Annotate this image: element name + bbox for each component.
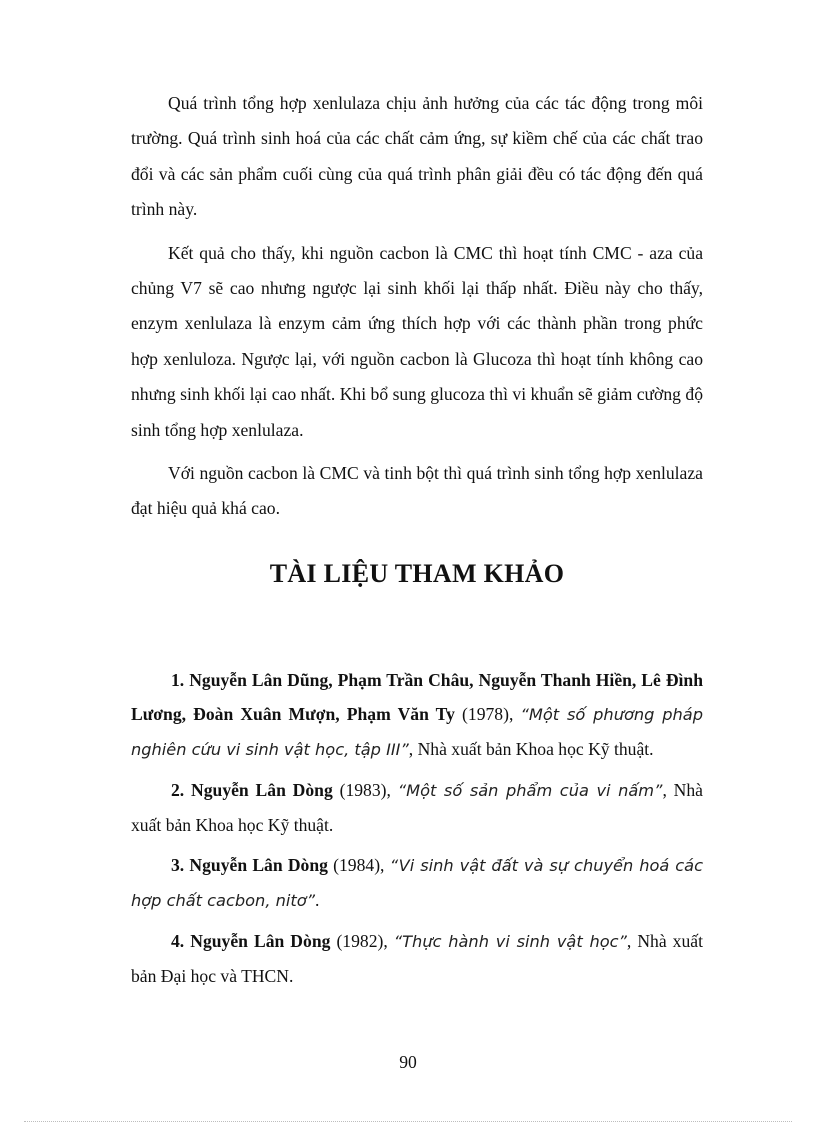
body-paragraph-1: Quá trình tổng hợp xenlulaza chịu ảnh hưởng của các tác động trong môi trường. Quá trình sinh hoá của các chất cảm ứng, sự kiềm chế của các chất trao đổi và các sản phẩm cuối cùng của quá trình phân giải đều có tác động đến quá trình này. <box>131 93 703 220</box>
reference-year: (1982), <box>330 930 394 951</box>
reference-number: 1. <box>171 669 185 690</box>
reference-year: (1983), <box>332 779 398 800</box>
reference-number: 2. <box>171 779 185 800</box>
references-heading: TÀI LIỆU THAM KHẢO <box>269 558 565 588</box>
body-paragraph-3: Với nguồn cacbon là CMC và tinh bột thì quá trình sinh tổng hợp xenlulaza đạt hiệu quả khá cao. <box>131 463 703 519</box>
reference-item-1 <box>131 663 703 767</box>
reference-authors: Nguyễn Lân Dòng <box>190 930 331 951</box>
reference-publisher: . <box>315 889 320 910</box>
reference-number: 3. <box>171 854 185 875</box>
reference-authors: Nguyễn Lân Dũng, Phạm Trần Châu, Nguyễn Thanh Hiền, Lê Đình Lương, Đoàn Xuân Mượn, Phạm Văn Ty <box>131 669 703 724</box>
reference-authors: Nguyễn Lân Dòng <box>189 854 328 875</box>
reference-authors: Nguyễn Lân Dòng <box>191 779 333 800</box>
reference-year: (1978), <box>454 703 521 724</box>
page-number: 90 <box>399 1052 417 1072</box>
reference-title: “Một số sản phẩm của vi nấm” <box>397 780 663 800</box>
reference-list <box>131 663 703 993</box>
reference-year: (1984), <box>327 854 390 875</box>
reference-publisher: , Nhà xuất bản Khoa học Kỹ thuật. <box>131 779 703 835</box>
reference-number: 4. <box>171 930 185 951</box>
page-content <box>131 86 703 993</box>
reference-item-2 <box>131 773 703 842</box>
body-paragraph-2: Kết quả cho thấy, khi nguồn cacbon là CMC thì hoạt tính CMC - aza của chủng V7 sẽ cao nhưng ngược lại sinh khối lại thấp nhất. Điều này cho thấy, enzym xenlulaza là enzym cảm ứng thích hợp với các thành phần trong phức hợp xenluloza. Ngược lại, với nguồn cacbon là Glucoza thì hoạt tính không cao nhưng sinh khối lại cao nhất. Khi bổ sung glucoza thì vi khuẩn sẽ giảm cường độ sinh tổng hợp xenlulaza. <box>131 242 703 440</box>
reference-publisher: , Nhà xuất bản Đại học và THCN. <box>131 930 703 986</box>
reference-item-4 <box>131 924 703 993</box>
reference-item-3 <box>131 848 703 918</box>
reference-publisher: , Nhà xuất bản Khoa học Kỹ thuật. <box>408 738 654 759</box>
reference-title: “Một số phương pháp nghiên cứu vi sinh vật học, tập III” <box>131 704 703 759</box>
reference-title: “Vi sinh vật đất và sự chuyển hoá các hợp chất cacbon, nitơ” <box>131 855 703 910</box>
reference-title: “Thực hành vi sinh vật học” <box>393 931 627 951</box>
page-bottom-divider <box>24 1121 792 1122</box>
